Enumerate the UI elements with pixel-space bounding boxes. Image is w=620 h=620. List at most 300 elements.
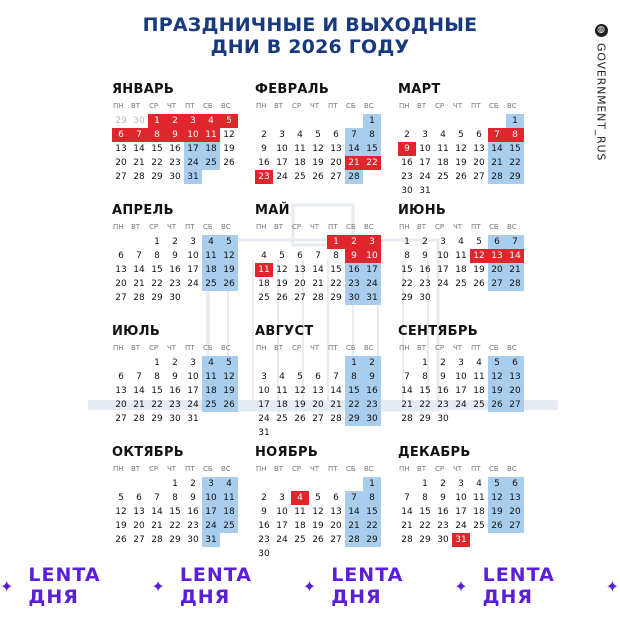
- weekday-label: СБ: [203, 223, 213, 231]
- work-day: 20: [330, 521, 342, 531]
- work-day: 18: [294, 521, 306, 531]
- work-day: 25: [473, 400, 485, 410]
- weekday-label: ПН: [113, 223, 124, 231]
- weekend-day: 8: [363, 128, 381, 142]
- weekday-label: ПН: [399, 102, 410, 110]
- work-day: 11: [294, 507, 306, 517]
- holiday-day: 1: [148, 114, 166, 128]
- weekend-day: 12: [488, 491, 506, 505]
- work-day: 27: [115, 414, 127, 424]
- work-day: 24: [455, 400, 467, 410]
- weekend-day: 12: [220, 249, 238, 263]
- weekday-label: ПТ: [328, 465, 338, 473]
- weekend-day: 15: [363, 142, 381, 156]
- weekday-label: ПТ: [328, 223, 338, 231]
- work-day: 17: [187, 386, 199, 396]
- weekday-label: ВТ: [274, 102, 284, 110]
- weekend-day: 20: [506, 384, 524, 398]
- work-day: 13: [115, 265, 127, 275]
- empty-cell: [112, 235, 130, 249]
- work-day: 21: [133, 400, 145, 410]
- month-block: [255, 444, 381, 565]
- work-day: 26: [312, 172, 324, 182]
- work-day: 19: [312, 158, 324, 168]
- page-title: [0, 14, 620, 58]
- weekday-label: ПТ: [185, 344, 195, 352]
- empty-cell: [255, 477, 273, 491]
- weekend-day: 26: [220, 398, 238, 412]
- weekday-label: ВС: [364, 465, 374, 473]
- weekday-label: ЧТ: [453, 102, 463, 110]
- work-day: 22: [151, 158, 163, 168]
- weekday-label: ПН: [113, 102, 124, 110]
- weekend-day: 22: [345, 398, 363, 412]
- month-name: АВГУСТ: [255, 324, 314, 339]
- holiday-day: 12: [470, 249, 488, 263]
- month-name: НОЯБРЬ: [255, 445, 319, 460]
- work-day: 14: [133, 144, 145, 154]
- work-day: 4: [476, 479, 482, 489]
- work-day: 2: [172, 237, 178, 247]
- weekday-label: СР: [149, 465, 159, 473]
- work-day: 17: [437, 265, 449, 275]
- work-day: 2: [172, 358, 178, 368]
- work-day: 2: [422, 237, 428, 247]
- empty-cell: [345, 114, 363, 128]
- month-block: [255, 202, 381, 323]
- weekend-day: 6: [506, 356, 524, 370]
- work-day: 28: [312, 293, 324, 303]
- empty-cell: [273, 114, 291, 128]
- work-day: 13: [312, 386, 324, 396]
- work-day: 26: [294, 414, 306, 424]
- empty-cell: [273, 356, 291, 370]
- weekday-label: ВТ: [131, 344, 141, 352]
- work-day: 3: [279, 493, 285, 503]
- work-day: 3: [190, 358, 196, 368]
- work-day: 23: [187, 521, 199, 531]
- weekend-day: 29: [506, 170, 524, 184]
- holiday-day: 7: [488, 128, 506, 142]
- work-day: 7: [333, 372, 339, 382]
- work-day: 10: [455, 372, 467, 382]
- work-day: 24: [437, 279, 449, 289]
- weekday-label: СБ: [489, 465, 499, 473]
- work-day: 9: [440, 493, 446, 503]
- work-day: 19: [455, 158, 467, 168]
- work-day: 21: [151, 521, 163, 531]
- days-grid: [255, 99, 381, 184]
- month-block: [255, 81, 381, 202]
- month-block: [398, 323, 524, 444]
- work-day: 5: [315, 493, 321, 503]
- work-day: 6: [136, 493, 142, 503]
- weekend-day: 8: [363, 491, 381, 505]
- work-day: 27: [115, 293, 127, 303]
- weekday-label: ВС: [221, 223, 231, 231]
- month-name: МАЙ: [255, 203, 290, 218]
- work-day: 9: [172, 251, 178, 261]
- work-day: 11: [294, 144, 306, 154]
- weekday-label: СР: [292, 223, 302, 231]
- month-block: [255, 323, 381, 444]
- work-day: 11: [473, 493, 485, 503]
- work-day: 28: [401, 414, 413, 424]
- work-day: 18: [473, 386, 485, 396]
- weekday-label: ВТ: [131, 102, 141, 110]
- work-day: 27: [115, 172, 127, 182]
- work-day: 24: [276, 172, 288, 182]
- work-day: 15: [330, 265, 342, 275]
- weekend-day: 31: [202, 533, 220, 547]
- work-day: 27: [312, 414, 324, 424]
- weekend-day: 21: [488, 156, 506, 170]
- work-day: 14: [312, 265, 324, 275]
- work-day: 3: [190, 237, 196, 247]
- work-day: 3: [458, 479, 464, 489]
- work-day: 19: [223, 144, 235, 154]
- work-day: 15: [151, 144, 163, 154]
- work-day: 21: [401, 521, 413, 531]
- holiday-day: 4: [202, 114, 220, 128]
- sparkle-icon: ✦: [151, 576, 166, 596]
- work-day: 25: [437, 172, 449, 182]
- weekday-label: ВС: [364, 223, 374, 231]
- work-day: 16: [258, 158, 270, 168]
- holiday-day: 10: [184, 128, 202, 142]
- weekend-day: 31: [363, 291, 381, 305]
- work-day: 28: [151, 535, 163, 545]
- weekend-day: 26: [220, 277, 238, 291]
- work-day: 23: [437, 521, 449, 531]
- weekend-day: 25: [202, 277, 220, 291]
- footer-banner: [0, 564, 620, 608]
- work-day: 20: [312, 400, 324, 410]
- empty-cell: [130, 235, 148, 249]
- work-day: 14: [133, 265, 145, 275]
- weekend-day: 18: [220, 505, 238, 519]
- weekend-day: 15: [363, 505, 381, 519]
- weekday-label: ЧТ: [167, 102, 177, 110]
- work-day: 14: [401, 386, 413, 396]
- weekend-day: 24: [184, 156, 202, 170]
- weekend-day: 19: [220, 263, 238, 277]
- work-day: 15: [419, 386, 431, 396]
- work-day: 16: [169, 386, 181, 396]
- title-line-2: ДНИ В 2026 ГОДУ: [210, 36, 410, 58]
- days-grid: [112, 341, 238, 426]
- work-day: 28: [133, 293, 145, 303]
- weekday-label: ПН: [399, 223, 410, 231]
- month-block: [112, 323, 238, 444]
- work-day: 9: [261, 507, 267, 517]
- weekday-label: ПТ: [185, 465, 195, 473]
- weekday-label: ПН: [113, 465, 124, 473]
- work-day: 18: [455, 265, 467, 275]
- weekday-label: ЧТ: [453, 344, 463, 352]
- month-block: [398, 81, 524, 202]
- weekend-day: 22: [363, 519, 381, 533]
- work-day: 31: [187, 414, 199, 424]
- weekend-day: 28: [345, 533, 363, 547]
- work-day: 22: [151, 279, 163, 289]
- work-day: 11: [437, 144, 449, 154]
- weekday-label: ПТ: [471, 223, 481, 231]
- work-day: 26: [115, 535, 127, 545]
- weekday-label: СБ: [346, 102, 356, 110]
- work-day: 29: [330, 293, 342, 303]
- holiday-day: 9: [398, 142, 416, 156]
- weekday-label: СР: [292, 465, 302, 473]
- work-day: 26: [473, 279, 485, 289]
- work-day: 29: [169, 535, 181, 545]
- work-day: 5: [279, 251, 285, 261]
- work-day: 27: [330, 172, 342, 182]
- weekday-label: ЧТ: [310, 102, 320, 110]
- work-day: 1: [422, 358, 428, 368]
- work-day: 28: [401, 535, 413, 545]
- empty-cell: [470, 114, 488, 128]
- weekend-day: 23: [363, 398, 381, 412]
- work-day: 7: [154, 493, 160, 503]
- work-day: 8: [422, 372, 428, 382]
- work-day: 21: [133, 158, 145, 168]
- work-day: 4: [279, 372, 285, 382]
- work-day: 30: [169, 293, 181, 303]
- month-name: МАРТ: [398, 82, 441, 97]
- work-day: 23: [437, 400, 449, 410]
- weekday-label: ВС: [507, 102, 517, 110]
- work-day: 18: [294, 158, 306, 168]
- work-day: 13: [330, 144, 342, 154]
- weekday-label: СР: [149, 223, 159, 231]
- work-day: 1: [422, 479, 428, 489]
- work-day: 21: [330, 400, 342, 410]
- weekday-label: ЧТ: [167, 223, 177, 231]
- work-day: 5: [315, 130, 321, 140]
- work-day: 10: [187, 372, 199, 382]
- weekend-day: 11: [202, 370, 220, 384]
- weekend-day: 30: [345, 291, 363, 305]
- work-day: 6: [315, 372, 321, 382]
- month-name: СЕНТЯБРЬ: [398, 324, 478, 339]
- work-day: 9: [440, 372, 446, 382]
- weekday-label: ПН: [256, 465, 267, 473]
- weekday-label: ВТ: [417, 344, 427, 352]
- work-day: 12: [223, 130, 235, 140]
- work-day: 4: [458, 237, 464, 247]
- work-day: 13: [473, 144, 485, 154]
- weekday-label: ВС: [364, 344, 374, 352]
- empty-cell: [291, 114, 309, 128]
- empty-cell: [273, 235, 291, 249]
- weekend-day: 15: [345, 384, 363, 398]
- work-day: 20: [115, 279, 127, 289]
- weekday-label: СБ: [203, 465, 213, 473]
- holiday-day: 13: [488, 249, 506, 263]
- weekday-label: СБ: [203, 102, 213, 110]
- weekend-day: 7: [345, 128, 363, 142]
- weekend-day: 4: [202, 235, 220, 249]
- month-name: ФЕВРАЛЬ: [255, 82, 330, 97]
- work-day: 27: [473, 172, 485, 182]
- work-day: 16: [401, 158, 413, 168]
- weekday-label: ПТ: [328, 102, 338, 110]
- work-day: 5: [458, 130, 464, 140]
- weekend-day: 14: [345, 142, 363, 156]
- work-day: 13: [115, 386, 127, 396]
- work-day: 15: [151, 265, 163, 275]
- weekend-day: 18: [202, 263, 220, 277]
- work-day: 14: [330, 386, 342, 396]
- weekday-label: ВС: [221, 344, 231, 352]
- weekend-day: 1: [506, 114, 524, 128]
- weekday-label: ПТ: [185, 223, 195, 231]
- work-day: 7: [136, 251, 142, 261]
- work-day: 7: [315, 251, 321, 261]
- work-day: 6: [118, 372, 124, 382]
- work-day: 21: [133, 279, 145, 289]
- work-day: 24: [258, 414, 270, 424]
- work-day: 16: [169, 144, 181, 154]
- work-day: 17: [276, 158, 288, 168]
- weekend-day: 15: [506, 142, 524, 156]
- weekend-day: 29: [345, 412, 363, 426]
- work-day: 12: [455, 144, 467, 154]
- weekend-day: 1: [363, 477, 381, 491]
- work-day: 20: [473, 158, 485, 168]
- work-day: 6: [476, 130, 482, 140]
- weekday-label: ВТ: [274, 465, 284, 473]
- work-day: 23: [419, 279, 431, 289]
- weekday-label: СБ: [489, 223, 499, 231]
- work-day: 12: [312, 507, 324, 517]
- empty-cell: [434, 114, 452, 128]
- footer-brand-label: LENTA ДНЯ: [331, 564, 404, 608]
- work-day: 13: [133, 507, 145, 517]
- work-day: 17: [419, 158, 431, 168]
- weekday-label: ЧТ: [310, 465, 320, 473]
- empty-cell: [148, 477, 166, 491]
- work-day: 2: [190, 479, 196, 489]
- weekend-day: 11: [202, 249, 220, 263]
- weekday-label: СР: [435, 102, 445, 110]
- work-day: 17: [258, 400, 270, 410]
- weekday-label: ВС: [507, 465, 517, 473]
- empty-cell: [452, 114, 470, 128]
- weekday-label: ВС: [507, 223, 517, 231]
- work-day: 8: [154, 251, 160, 261]
- weekday-label: ЧТ: [310, 223, 320, 231]
- weekend-day: 14: [488, 142, 506, 156]
- weekend-day: 24: [363, 277, 381, 291]
- weekend-day: 17: [184, 142, 202, 156]
- work-day: 7: [404, 372, 410, 382]
- empty-cell: [488, 114, 506, 128]
- weekday-label: ВТ: [131, 465, 141, 473]
- work-day: 11: [455, 251, 467, 261]
- work-day: 30: [258, 549, 270, 559]
- weekday-label: СР: [435, 223, 445, 231]
- weekday-label: ВТ: [417, 102, 427, 110]
- work-day: 2: [440, 358, 446, 368]
- work-day: 7: [404, 493, 410, 503]
- weekend-day: 10: [202, 491, 220, 505]
- work-day: 18: [258, 279, 270, 289]
- work-day: 30: [437, 414, 449, 424]
- weekend-day: 11: [220, 491, 238, 505]
- work-day: 29: [151, 172, 163, 182]
- work-day: 18: [437, 158, 449, 168]
- work-day: 9: [172, 372, 178, 382]
- work-day: 20: [115, 158, 127, 168]
- weekend-day: 14: [345, 505, 363, 519]
- work-day: 12: [276, 265, 288, 275]
- holiday-day: 7: [130, 128, 148, 142]
- work-day: 20: [115, 400, 127, 410]
- weekday-label: СБ: [203, 344, 213, 352]
- work-day: 29: [401, 293, 413, 303]
- weekend-day: 25: [202, 156, 220, 170]
- weekday-label: ЧТ: [453, 223, 463, 231]
- work-day: 6: [118, 251, 124, 261]
- empty-cell: [130, 356, 148, 370]
- work-day: 3: [422, 130, 428, 140]
- work-day: 17: [187, 265, 199, 275]
- empty-cell: [255, 114, 273, 128]
- weekday-label: СР: [149, 102, 159, 110]
- work-day: 28: [133, 172, 145, 182]
- work-day: 17: [455, 386, 467, 396]
- work-day: 26: [312, 535, 324, 545]
- weekday-label: СБ: [346, 344, 356, 352]
- days-grid: [112, 462, 238, 547]
- work-day: 3: [440, 237, 446, 247]
- sparkle-icon: ✦: [0, 576, 15, 596]
- work-day: 30: [187, 535, 199, 545]
- work-day: 14: [401, 507, 413, 517]
- work-day: 6: [333, 130, 339, 140]
- work-day: 5: [476, 237, 482, 247]
- work-day: 8: [404, 251, 410, 261]
- work-day: 10: [258, 386, 270, 396]
- holiday-day: 31: [452, 533, 470, 547]
- holiday-day: 4: [291, 491, 309, 505]
- weekend-day: 4: [220, 477, 238, 491]
- work-day: 19: [276, 279, 288, 289]
- work-day: 13: [294, 265, 306, 275]
- weekend-day: 29: [363, 533, 381, 547]
- weekday-label: ЧТ: [167, 465, 177, 473]
- weekend-day: 13: [506, 491, 524, 505]
- work-day: 27: [330, 535, 342, 545]
- work-day: 22: [169, 521, 181, 531]
- month-block: [112, 81, 238, 202]
- holiday-day: 6: [112, 128, 130, 142]
- work-day: 16: [169, 265, 181, 275]
- weekend-day: 20: [506, 505, 524, 519]
- days-grid: [398, 462, 524, 547]
- weekend-day: 5: [488, 356, 506, 370]
- empty-cell: [398, 114, 416, 128]
- weekend-day: 21: [506, 263, 524, 277]
- sparkle-icon: ✦: [454, 576, 469, 596]
- prev-month-day: 29: [115, 116, 127, 126]
- weekend-day: 19: [488, 384, 506, 398]
- work-day: 5: [297, 372, 303, 382]
- weekday-label: ПН: [256, 223, 267, 231]
- brand-name: GOVERNMENT_RUS: [594, 43, 608, 162]
